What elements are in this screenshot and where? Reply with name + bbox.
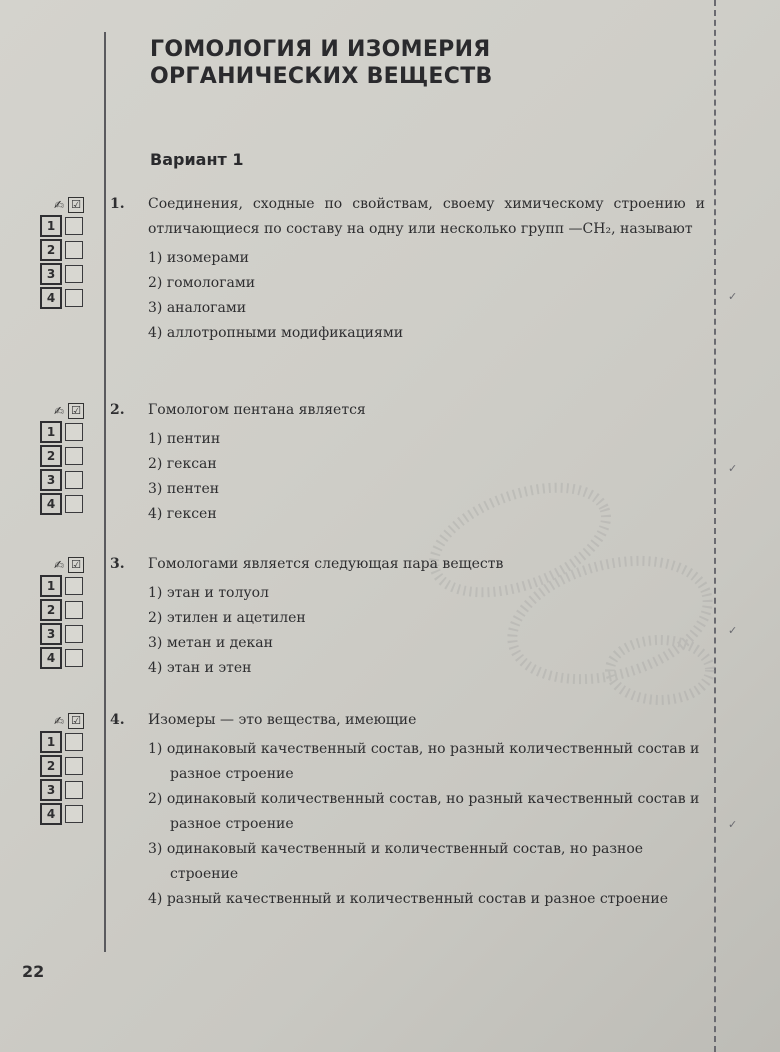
tick-mark: ✓	[728, 624, 738, 637]
pen-icon: ✍	[54, 198, 65, 212]
answer-number: 4	[40, 647, 62, 669]
answer-number: 2	[40, 755, 62, 777]
answer-number: 2	[40, 445, 62, 467]
option-3: 3) одинаковый качественный и количественный состав, но разное строение	[148, 841, 644, 882]
answer-checkbox-3[interactable]	[65, 471, 83, 489]
tick-mark: ✓	[728, 290, 738, 303]
pen-icon: ✍	[54, 404, 65, 418]
variant-heading: Вариант 1	[150, 150, 244, 169]
question-text: Изомеры — это вещества, имеющие	[148, 712, 417, 728]
option-1: 1) этан и толуол	[148, 585, 269, 601]
option-1: 1) изомерами	[148, 250, 249, 266]
answer-checkbox-4[interactable]	[65, 805, 83, 823]
option-4: 4) этан и этен	[148, 660, 252, 676]
question-number: 4.	[110, 712, 125, 728]
question-number: 3.	[110, 556, 125, 572]
option-3: 3) метан и декан	[148, 635, 273, 651]
option-1: 1) пентин	[148, 431, 221, 447]
answer-checkbox-2[interactable]	[65, 601, 83, 619]
answer-checkbox-3[interactable]	[65, 265, 83, 283]
answer-number: 2	[40, 239, 62, 261]
option-2: 2) гомологами	[148, 275, 256, 291]
margin-rule	[104, 32, 106, 952]
answer-checkbox-3[interactable]	[65, 781, 83, 799]
question-4	[110, 708, 705, 912]
answer-checkbox-1[interactable]	[65, 217, 83, 235]
answer-checkbox-1[interactable]	[65, 577, 83, 595]
answer-number: 4	[40, 803, 62, 825]
question-1	[110, 192, 705, 346]
answer-checkbox-1[interactable]	[65, 733, 83, 751]
option-2: 2) одинаковый количественный состав, но разный качественный состав и разное строение	[148, 791, 700, 832]
option-3: 3) пентен	[148, 481, 220, 497]
question-number: 2.	[110, 402, 125, 418]
check-icon: ☑	[68, 403, 84, 419]
answer-checkbox-1[interactable]	[65, 423, 83, 441]
option-2: 2) гексан	[148, 456, 217, 472]
answer-number: 4	[40, 493, 62, 515]
question-text: Гомологом пентана является	[148, 402, 366, 418]
question-2	[110, 398, 705, 527]
answer-number: 4	[40, 287, 62, 309]
tick-mark: ✓	[728, 462, 738, 475]
pen-icon: ✍	[54, 714, 65, 728]
tick-mark: ✓	[728, 818, 738, 831]
page-number: 22	[22, 962, 45, 981]
option-4: 4) аллотропными модификациями	[148, 325, 404, 341]
answer-box-q3	[40, 556, 90, 670]
answer-checkbox-4[interactable]	[65, 289, 83, 307]
answer-number: 3	[40, 623, 62, 645]
answer-checkbox-2[interactable]	[65, 447, 83, 465]
answer-number: 3	[40, 779, 62, 801]
page-title: ГОМОЛОГИЯ И ИЗОМЕРИЯ ОРГАНИЧЕСКИХ ВЕЩЕСТВ	[150, 37, 493, 89]
answer-number: 1	[40, 575, 62, 597]
check-icon: ☑	[68, 557, 84, 573]
question-3	[110, 552, 705, 681]
answer-box-q4	[40, 712, 90, 826]
answer-box-q2	[40, 402, 90, 516]
answer-checkbox-2[interactable]	[65, 241, 83, 259]
option-3: 3) аналогами	[148, 300, 247, 316]
answer-number: 1	[40, 731, 62, 753]
answer-number: 1	[40, 421, 62, 443]
option-4: 4) разный качественный и количественный состав и разное строение	[148, 891, 669, 907]
question-text: Гомологами является следующая пара веществ	[148, 556, 504, 572]
answer-box-q1	[40, 196, 90, 310]
question-number: 1.	[110, 196, 125, 212]
answer-number: 2	[40, 599, 62, 621]
check-icon: ☑	[68, 197, 84, 213]
option-2: 2) этилен и ацетилен	[148, 610, 306, 626]
option-4: 4) гексен	[148, 506, 217, 522]
option-1: 1) одинаковый качественный состав, но разный количественный состав и разное строение	[148, 741, 700, 782]
answer-checkbox-2[interactable]	[65, 757, 83, 775]
answer-number: 1	[40, 215, 62, 237]
answer-checkbox-4[interactable]	[65, 649, 83, 667]
check-icon: ☑	[68, 713, 84, 729]
answer-number: 3	[40, 469, 62, 491]
question-text: Соединения, сходные по свойствам, своему химическому строению и отличающиеся по составу на одну или несколько групп —CH₂, называют	[148, 196, 705, 237]
answer-checkbox-3[interactable]	[65, 625, 83, 643]
pen-icon: ✍	[54, 558, 65, 572]
answer-checkbox-4[interactable]	[65, 495, 83, 513]
answer-number: 3	[40, 263, 62, 285]
